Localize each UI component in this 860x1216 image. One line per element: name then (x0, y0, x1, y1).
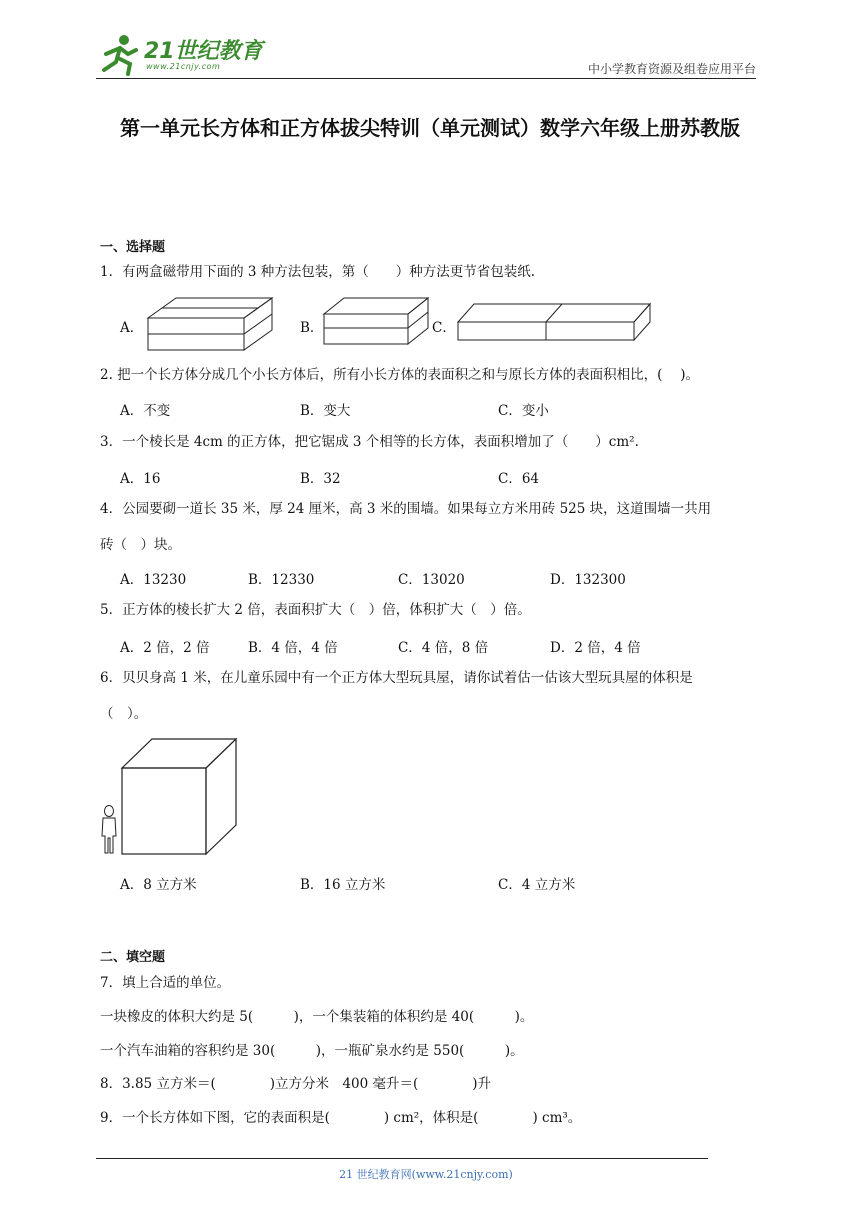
q5-option-d: D．2 倍，4 倍 (550, 640, 641, 656)
question-4-text-line1: 4．公园要砌一道长 35 米，厚 24 厘米，高 3 米的围墙。如果每立方米用砖 525 块，这道围墙一共用 (100, 501, 712, 517)
q4-option-c: C．13020 (398, 572, 465, 588)
question-7-text: 7．填上合适的单位。 (100, 975, 231, 991)
header-divider (96, 78, 756, 79)
footer-divider (96, 1158, 708, 1159)
question-9-text: 9．一个长方体如下图，它的表面积是( ) cm²，体积是( ) cm³。 (100, 1110, 582, 1126)
question-3-text: 3．一个棱长是 4cm 的正方体，把它锯成 3 个相等的长方体，表面积增加了（ ）cm². (100, 434, 639, 450)
q6-cube-figure (98, 736, 240, 858)
q4-option-d: D．132300 (550, 572, 626, 588)
q3-option-c: C．64 (498, 471, 540, 487)
header-platform-text: 中小学教育资源及组卷应用平台 (587, 62, 756, 76)
question-8-text: 8．3.85 立方米＝( )立方分米 400 毫升＝( )升 (100, 1076, 492, 1092)
q1-option-a: A． (120, 320, 144, 336)
question-6-text-line2: （ ）。 (100, 706, 148, 722)
q3-option-a: A．16 (120, 471, 161, 487)
site-logo[interactable] (96, 32, 263, 78)
runner-logo-icon (96, 32, 142, 76)
q5-option-c: C．4 倍，8 倍 (398, 640, 489, 656)
question-4-text-line2: 砖（ ）块。 (100, 537, 181, 553)
section-heading-choice: 一、选择题 (100, 240, 166, 255)
q6-option-b: B．16 立方米 (300, 877, 386, 893)
q4-option-a: A．13230 (120, 572, 187, 588)
q6-option-c: C．4 立方米 (498, 877, 576, 893)
q1-figure-b (324, 296, 430, 348)
question-7-line1: 一块橡皮的体积大约是 5( )，一个集装箱的体积约是 40( )。 (100, 1009, 534, 1025)
page-title: 第一单元长方体和正方体拔尖特训（单元测试）数学六年级上册苏教版 (120, 116, 740, 140)
q6-option-a: A．8 立方米 (120, 877, 197, 893)
q2-option-c: C．变小 (498, 403, 549, 419)
q1-figure-c (458, 302, 652, 342)
q1-option-c: C． (432, 320, 456, 336)
q1-figure-a (148, 296, 274, 354)
question-1-text: 1．有两盒磁带用下面的 3 种方法包装，第（ ）种方法更节省包装纸. (100, 264, 536, 280)
q4-option-b: B．12330 (248, 572, 315, 588)
q5-option-a: A．2 倍，2 倍 (120, 640, 210, 656)
footer-link[interactable]: 21 世纪教育网(www.21cnjy.com) (339, 1168, 513, 1181)
question-5-text: 5．正方体的棱长扩大 2 倍，表面积扩大（ ）倍，体积扩大（ ）倍。 (100, 602, 531, 618)
section-heading-fill: 二、填空题 (100, 950, 166, 965)
question-2-text: 2. 把一个长方体分成几个小长方体后，所有小长方体的表面积之和与原长方体的表面积相比，( )。 (100, 367, 699, 383)
q2-option-a: A．不变 (120, 403, 171, 419)
q2-option-b: B．变大 (300, 403, 351, 419)
q3-option-b: B．32 (300, 471, 341, 487)
q5-option-b: B．4 倍，4 倍 (248, 640, 338, 656)
question-6-text-line1: 6．贝贝身高 1 米，在儿童乐园中有一个正方体大型玩具屋，请你试着估一估该大型玩具屋的体积是 (100, 670, 693, 686)
question-7-line2: 一个汽车油箱的容积约是 30( )，一瓶矿泉水约是 550( )。 (100, 1043, 524, 1059)
child-figure-icon (102, 806, 116, 854)
q1-option-b: B． (300, 320, 324, 336)
logo-url: www.21cnjy.com (146, 62, 221, 71)
logo-text: 21世纪教育 (144, 39, 263, 64)
